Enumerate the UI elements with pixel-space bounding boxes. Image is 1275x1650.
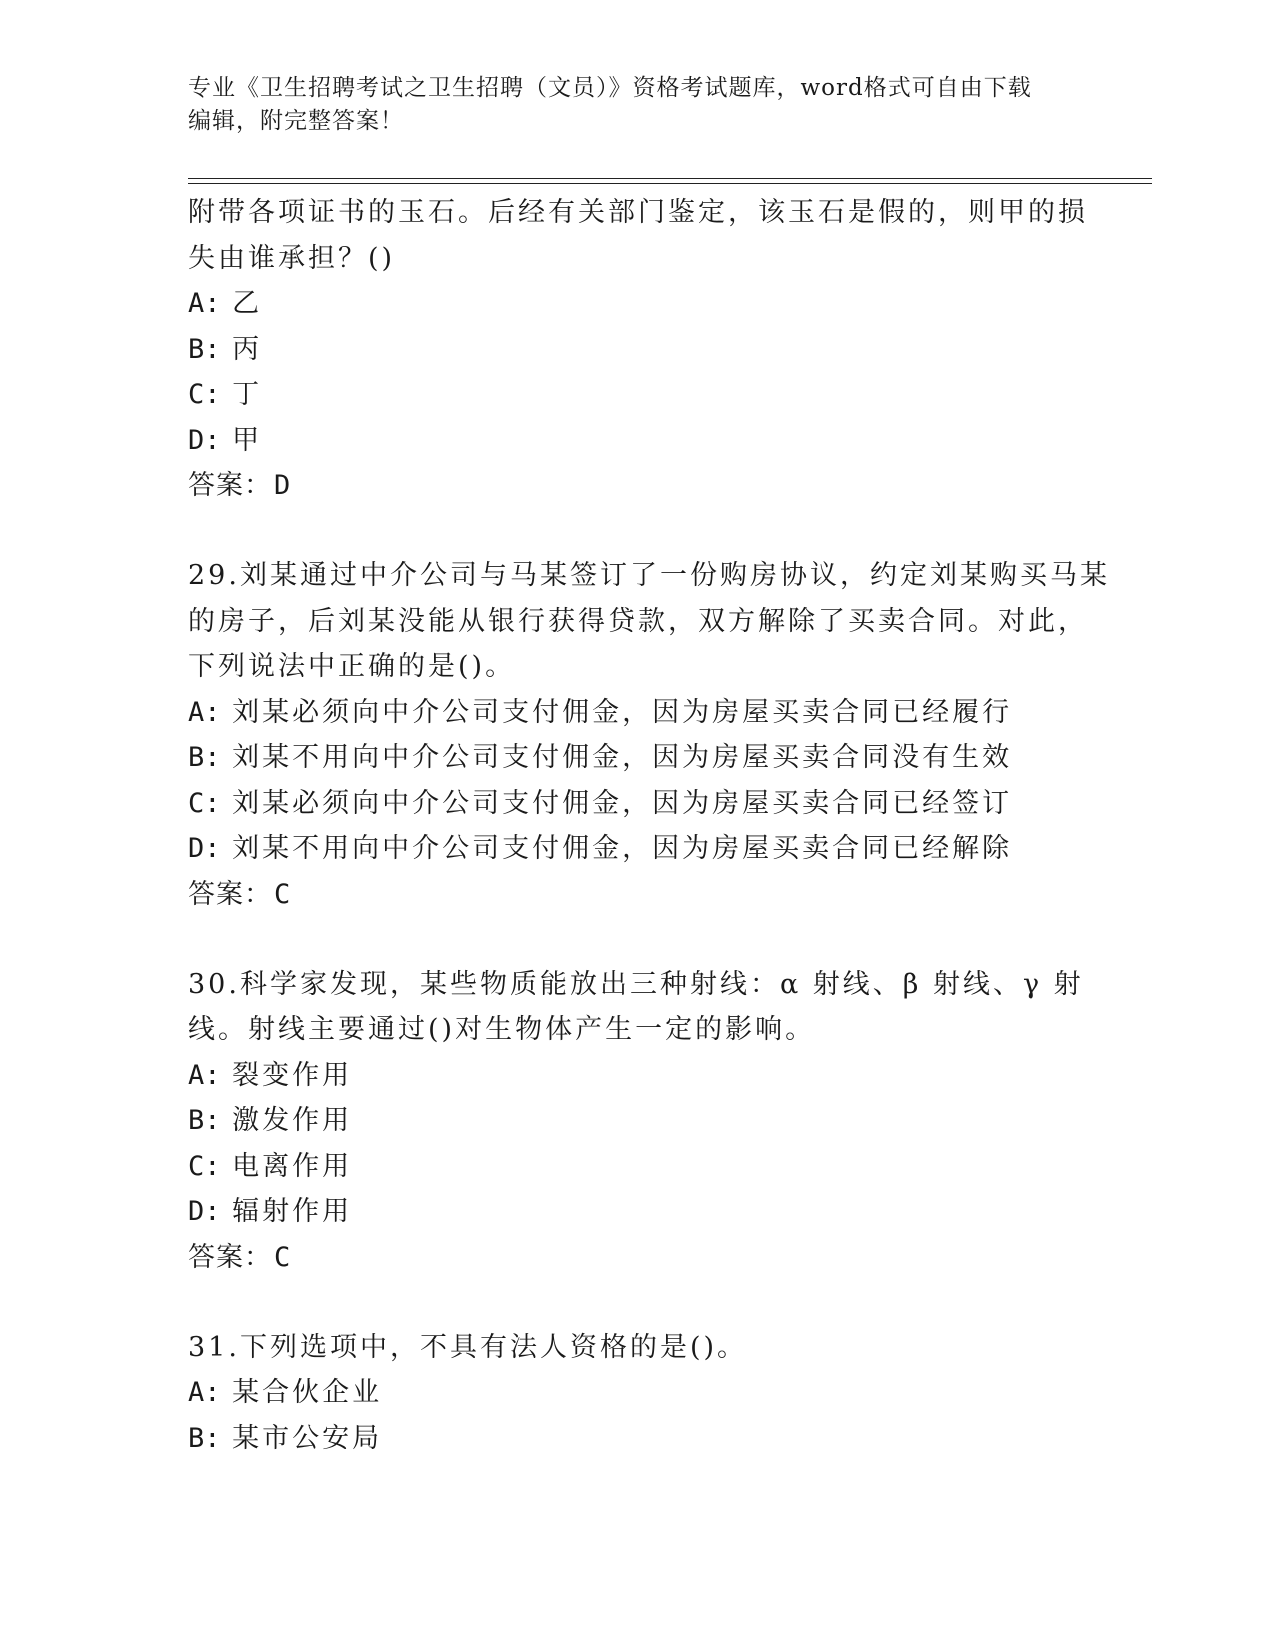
option-c xyxy=(188,1144,1068,1190)
option-text: 丙 xyxy=(232,333,263,365)
header-line-1: 专业《卫生招聘考试之卫生招聘（文员）》资格考试题库，word格式可自由下载 xyxy=(188,75,1032,101)
option-text: 甲 xyxy=(232,424,263,456)
answer-label: 答案： xyxy=(188,878,272,910)
question-content xyxy=(188,190,1110,1461)
option-label: A: xyxy=(188,288,221,319)
option-text: 电离作用 xyxy=(232,1150,353,1182)
question-text: 29.刘某通过中介公司与马某签订了一份购房协议，约定刘某购买马某 xyxy=(188,560,1110,591)
answer-value: D xyxy=(274,470,292,501)
question-31 xyxy=(188,1325,1068,1462)
option-label: B: xyxy=(188,1105,221,1136)
answer-label: 答案： xyxy=(188,1241,272,1273)
option-text: 激发作用 xyxy=(232,1105,353,1136)
answer-line xyxy=(188,1235,1068,1281)
option-a xyxy=(188,1370,1068,1416)
option-text: 裂变作用 xyxy=(232,1059,353,1091)
option-label: C: xyxy=(188,1150,221,1182)
option-b xyxy=(188,327,1068,373)
option-label: C: xyxy=(188,787,221,819)
option-text: 乙 xyxy=(232,288,263,319)
option-a xyxy=(188,1053,1068,1099)
spacer xyxy=(188,509,1068,553)
option-label: B: xyxy=(188,1422,221,1454)
header-divider-bottom xyxy=(188,183,1152,184)
option-label: B: xyxy=(188,333,221,365)
option-b xyxy=(188,1098,1068,1144)
option-d xyxy=(188,826,1068,872)
option-b xyxy=(188,1416,1068,1462)
question-30 xyxy=(188,962,1084,1281)
answer-value: C xyxy=(274,878,292,910)
question-text: 附带各项证书的玉石。后经有关部门鉴定，该玉石是假的，则甲的损 xyxy=(188,197,1088,228)
question-text: 下列说法中正确的是()。 xyxy=(188,651,516,682)
option-text: 刘某不用向中介公司支付佣金，因为房屋买卖合同没有生效 xyxy=(232,742,1013,773)
document-header xyxy=(188,72,1068,138)
question-text: 30.科学家发现，某些物质能放出三种射线：α 射线、β 射线、γ 射 xyxy=(188,968,1084,1000)
option-d xyxy=(188,418,1068,464)
option-text: 丁 xyxy=(232,379,263,410)
option-text: 某市公安局 xyxy=(232,1422,383,1454)
option-c xyxy=(188,781,1068,827)
option-a xyxy=(188,690,1068,736)
question-29 xyxy=(188,553,1110,918)
option-text: 刘某必须向中介公司支付佣金，因为房屋买卖合同已经履行 xyxy=(232,696,1013,728)
option-c xyxy=(188,372,1068,418)
header-line-2: 编辑，附完整答案！ xyxy=(188,108,404,134)
option-label: D: xyxy=(188,833,221,864)
option-label: D: xyxy=(188,1196,221,1227)
answer-value: C xyxy=(274,1241,292,1273)
option-b xyxy=(188,735,1068,781)
option-label: D: xyxy=(188,424,221,456)
answer-line xyxy=(188,463,1068,509)
question-text: 31.下列选项中，不具有法人资格的是()。 xyxy=(188,1331,748,1363)
option-text: 刘某必须向中介公司支付佣金，因为房屋买卖合同已经签订 xyxy=(232,787,1013,819)
answer-line xyxy=(188,872,1068,918)
answer-label: 答案： xyxy=(188,470,272,501)
option-text: 辐射作用 xyxy=(232,1196,353,1227)
option-d xyxy=(188,1189,1068,1235)
option-label: C: xyxy=(188,379,221,410)
spacer xyxy=(188,1281,1068,1325)
option-label: A: xyxy=(188,696,221,728)
question-text: 的房子，后刘某没能从银行获得贷款，双方解除了买卖合同。对此， xyxy=(188,605,1088,637)
option-a xyxy=(188,281,1068,327)
option-label: B: xyxy=(188,742,221,773)
option-text: 某合伙企业 xyxy=(232,1377,383,1408)
header-divider-top xyxy=(188,178,1152,179)
option-label: A: xyxy=(188,1059,221,1091)
option-label: A: xyxy=(188,1377,221,1408)
spacer xyxy=(188,918,1068,962)
question-text: 线。射线主要通过()对生物体产生一定的影响。 xyxy=(188,1014,816,1045)
question-28 xyxy=(188,190,1088,509)
question-text: 失由谁承担？() xyxy=(188,242,396,274)
option-text: 刘某不用向中介公司支付佣金，因为房屋买卖合同已经解除 xyxy=(232,833,1013,864)
